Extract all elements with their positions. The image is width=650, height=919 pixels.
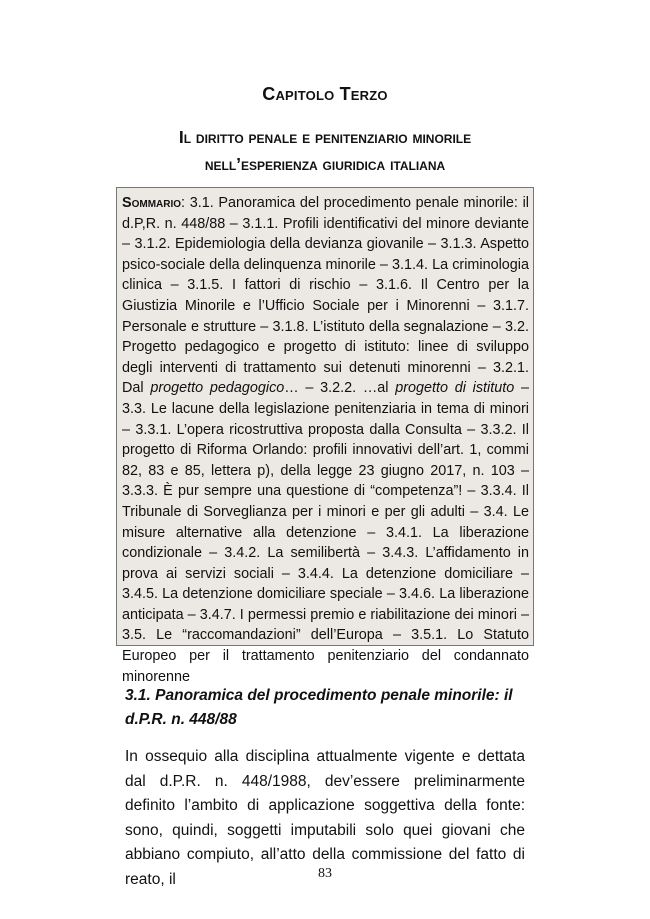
summary-text-1: : 3.1. Panoramica del procedimento penale minorile: il d.P,R. n. 448/88 – 3.1.1. Profili identificativi del minore deviante – 3.1.2. Epidemiologia della devianza giovanile – 3.1.3. Aspetto psico-sociale della delinquenza minorile – 3.1.4. La criminologia clinica – 3.1.5. I fattori di rischio – 3.1.6. Il Centro per la Giustizia Minorile e l’Ufficio Sociale per i Minorenni – 3.1.7. Personale e strutture – 3.1.8. L’istituto della segnalazione – 3.2. Progetto pedagogico e progetto di istituto: linee di sviluppo degli interventi di trattamento sui detenuti minorenni – 3.2.1. Dal bbox=[122, 195, 529, 397]
page-number: 83 bbox=[318, 866, 332, 881]
summary-box bbox=[116, 187, 534, 685]
summary-lead: Sommario bbox=[122, 195, 182, 211]
page-title-line-2: nell’esperienza giuridica italiana bbox=[204, 154, 446, 174]
summary-text-2: … – 3.2.2. …al bbox=[284, 380, 396, 397]
page-title bbox=[0, 124, 650, 178]
summary-text-3: – 3.3. Le lacune della legislazione penitenziaria in tema di minori – 3.3.1. L’opera ricostruttiva proposta dalla Consulta – 3.3.2. Il progetto di Riforma Orlando: profili innovativi dell’art. 1, commi 82, 83 e 85, lettera p), della legge 23 giugno 2017, n. 103 – 3.3.3. È pur sempre una questione di “competenza”! – 3.3.4. Il Tribunale di Sorveglianza per i minori e per gli adulti – 3.4. Le misure alternative alla detenzione – 3.4.1. La liberazione condizionale – 3.4.2. La semilibertà – 3.4.3. L’affidamento in prova ai servizi sociali – 3.4.4. La detenzione domiciliare – 3.4.5. La detenzione domiciliare speciale – 3.4.6. La liberazione anticipata – 3.4.7. I permessi premio e riabilitazione dei minori – 3.5. Le “raccomandazioni” dell’Europa – 3.5.1. Lo Statuto Europeo per il trattamento penitenziario del condannato minorenne bbox=[122, 380, 529, 685]
summary-italic-2: progetto di istituto bbox=[395, 380, 515, 397]
chapter-title: Capitolo Terzo bbox=[262, 84, 388, 104]
summary-italic-1: progetto pedagogico bbox=[150, 380, 285, 397]
section-heading: 3.1. Panoramica del procedimento penale minorile: il d.P.R. n. 448/88 bbox=[125, 687, 513, 728]
body-paragraph: In ossequio alla disciplina attualmente vigente e dettata dal d.P.R. n. 448/1988, dev’essere preliminarmente definito l’ambito di applicazione soggettiva della fonte: sono, quindi, soggetti imputabili solo quei giovani che abbiano compiuto, all’atto della commissione del fatto di reato, il bbox=[125, 748, 525, 888]
page-title-line-1: Il diritto penale e penitenziario minorile bbox=[178, 127, 472, 147]
